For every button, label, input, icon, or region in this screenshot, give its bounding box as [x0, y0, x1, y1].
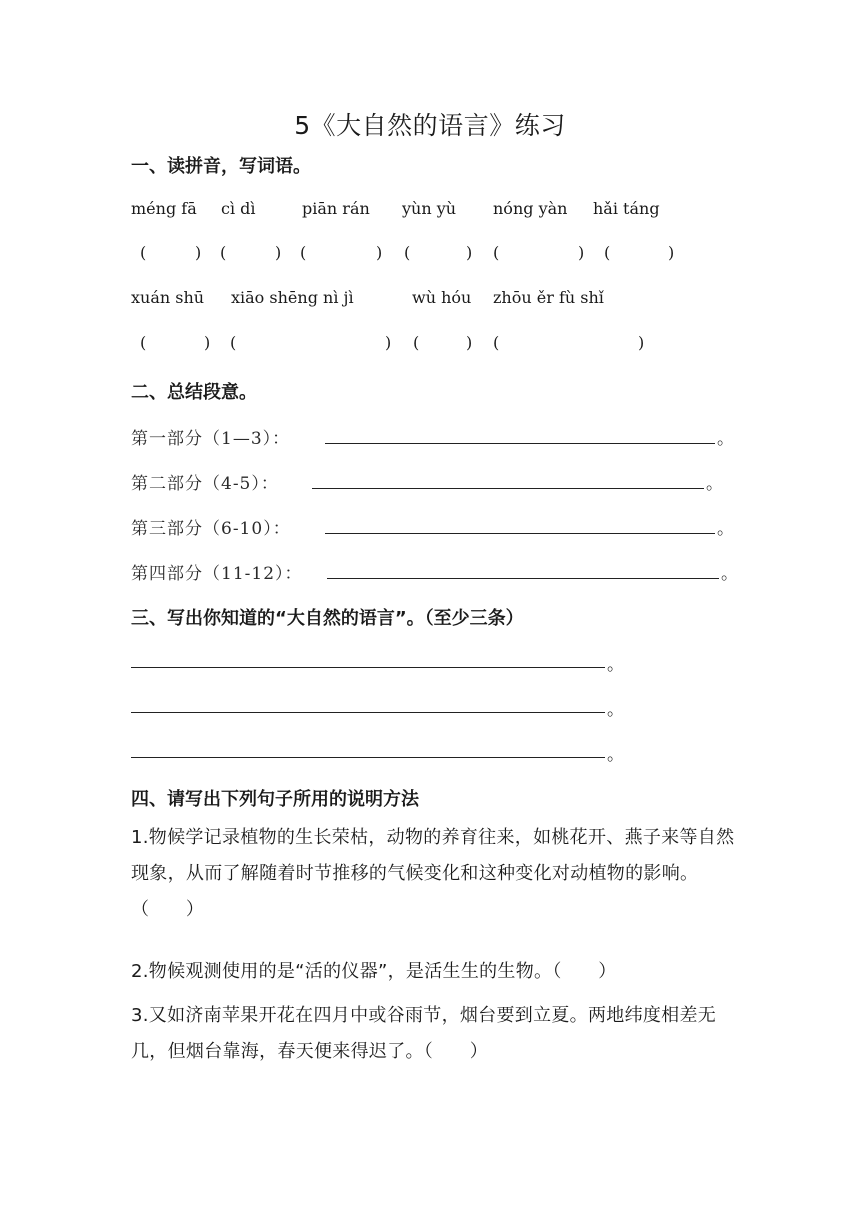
question-3: 3.又如济南苹果开花在四月中或谷雨节，烟台要到立夏。两地纬度相差无几，但烟台靠海，春天便来得迟了。（ ） — [131, 1005, 717, 1062]
open-paren: ( — [493, 243, 500, 262]
open-paren: ( — [404, 243, 411, 262]
summary-line-1 — [131, 424, 734, 450]
write-line-2 — [131, 693, 631, 719]
pinyin-item: yùn yù — [402, 199, 457, 218]
summary-label: 第三部分（6-10）： — [131, 519, 291, 539]
close-paren: ) — [466, 243, 473, 262]
pinyin-item: hǎi táng — [593, 199, 660, 218]
period-mark: 。 — [721, 564, 738, 584]
section-heading-methods: 四、请写出下列句子所用的说明方法 — [131, 789, 419, 810]
write-line-3 — [131, 738, 631, 764]
summary-label: 第一部分（1—3）： — [131, 429, 291, 449]
answer-row-2 — [0, 333, 860, 357]
pinyin-item: nóng yàn — [493, 199, 568, 218]
open-paren: ( — [413, 333, 420, 352]
answer-blank[interactable] — [131, 712, 605, 713]
pinyin-item: wù hóu — [412, 288, 472, 307]
close-paren: ) — [204, 333, 211, 352]
page-title: 5《大自然的语言》练习 — [294, 111, 566, 140]
open-paren: ( — [230, 333, 237, 352]
open-paren: ( — [140, 333, 147, 352]
pinyin-item: xiāo shēng nì jì — [231, 288, 354, 307]
open-paren: ( — [604, 243, 611, 262]
period-mark: 。 — [607, 655, 624, 675]
close-paren: ) — [578, 243, 585, 262]
pinyin-item: cì dì — [221, 199, 256, 218]
close-paren: ) — [668, 243, 675, 262]
close-paren: ) — [195, 243, 202, 262]
open-paren: ( — [300, 243, 307, 262]
pinyin-item: zhōu ěr fù shǐ — [493, 288, 604, 307]
answer-blank[interactable] — [131, 667, 605, 668]
period-mark: 。 — [607, 745, 624, 765]
answer-blank[interactable] — [325, 443, 715, 444]
answer-blank[interactable] — [131, 757, 605, 758]
section-heading-language: 三、写出你知道的“大自然的语言”。（至少三条） — [131, 608, 524, 629]
answer-blank[interactable] — [312, 488, 704, 489]
summary-line-2 — [131, 469, 731, 495]
pinyin-row-2 — [0, 288, 860, 312]
question-1: 1.物候学记录植物的生长荣枯，动物的养育往来，如桃花开、燕子来等自然现象，从而了解随着时节推移的气候变化和这种变化对动植物的影响。（ ） — [131, 827, 735, 920]
close-paren: ) — [385, 333, 392, 352]
summary-label: 第二部分（4-5）： — [131, 474, 279, 494]
pinyin-item: xuán shū — [131, 288, 205, 307]
summary-line-4 — [131, 559, 736, 585]
answer-blank[interactable] — [325, 533, 715, 534]
close-paren: ) — [275, 243, 282, 262]
period-mark: 。 — [706, 474, 723, 494]
close-paren: ) — [466, 333, 473, 352]
open-paren: ( — [140, 243, 147, 262]
summary-line-3 — [131, 514, 734, 540]
answer-row-1 — [0, 243, 860, 267]
question-2: 2.物候观测使用的是“活的仪器”，是活生生的生物。（ ） — [131, 961, 617, 982]
period-mark: 。 — [607, 700, 624, 720]
section-heading-pinyin: 一、读拼音，写词语。 — [131, 156, 311, 177]
close-paren: ) — [376, 243, 383, 262]
open-paren: ( — [220, 243, 227, 262]
pinyin-item: piān rán — [302, 199, 370, 218]
write-line-1 — [131, 648, 631, 674]
open-paren: ( — [493, 333, 500, 352]
pinyin-row-1 — [0, 199, 860, 223]
pinyin-item: méng fā — [131, 199, 197, 218]
summary-label: 第四部分（11-12）： — [131, 564, 303, 584]
period-mark: 。 — [717, 519, 734, 539]
section-heading-summary: 二、总结段意。 — [131, 382, 257, 403]
close-paren: ) — [638, 333, 645, 352]
answer-blank[interactable] — [327, 578, 719, 579]
period-mark: 。 — [717, 429, 734, 449]
